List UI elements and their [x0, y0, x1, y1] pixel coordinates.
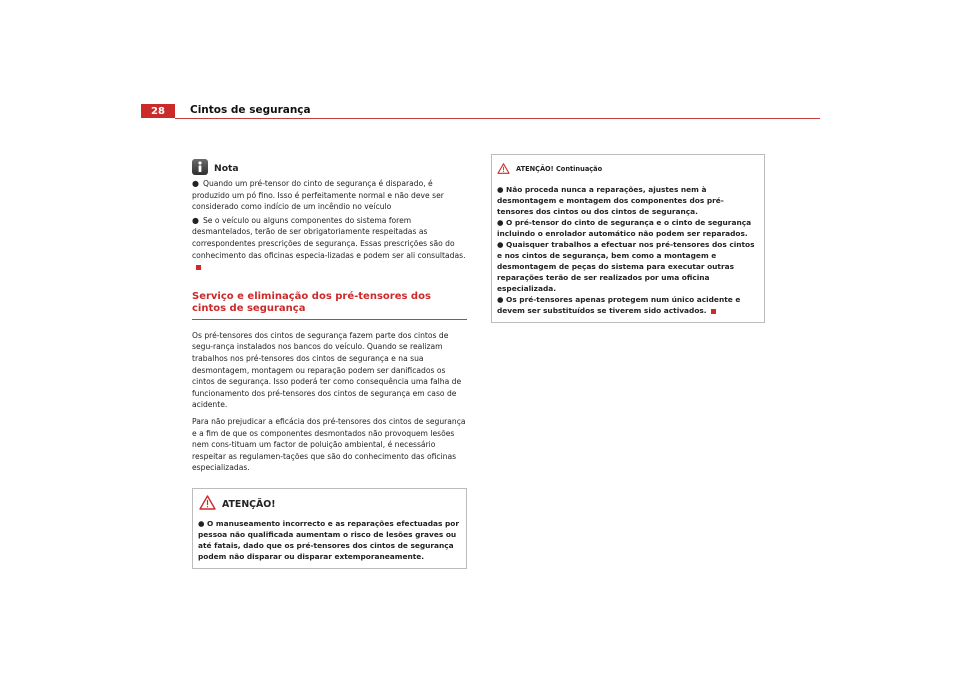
page-number: 28 [141, 104, 175, 118]
left-column [192, 158, 467, 569]
warning-triangle-icon [199, 495, 216, 514]
warning-continued-header [492, 155, 764, 184]
note-title: Nota [214, 162, 239, 174]
end-mark-icon [711, 309, 716, 314]
page-header-title: Cintos de segurança [190, 104, 311, 116]
warning-continued-box [491, 154, 765, 323]
warning-bullet: ● Não proceda nunca a reparações, ajustes nem à desmontagem e montagem dos componentes dos pré-tensores dos cintos ou dos cintos de segurança. [497, 185, 724, 216]
section-heading: Serviço e eliminação dos pré-tensores dos cintos de segurança [192, 291, 467, 320]
section-paragraph: Para não prejudicar a eficácia dos pré-tensores dos cintos de segurança e a fim de que os componentes desmontados não provoquem lesões nem cons-tituam um factor de poluição ambiental, é necessário respeitar as regulamen-tações que são do conhecimento das oficinas especializadas. [192, 416, 466, 473]
note-body [192, 178, 467, 273]
warning-bullet: ● Os pré-tensores apenas protegem num único acidente e devem ser substituídos se tiverem sido activados. [497, 295, 741, 315]
warning-bullet: ● O manuseamento incorrecto e as reparações efectuadas por pessoa não qualificada aumentam o risco de lesões graves ou até fatais, dado que os pré-tensores dos cintos de segurança podem não disparar ou disparar extemporaneamente. [198, 518, 459, 561]
warning-title: ATENÇÃO! [222, 498, 276, 510]
warning-bullet: ● O pré-tensor do cinto de segurança e o cinto de segurança incluindo o enrolador automático não podem ser reparados. [497, 218, 752, 238]
note-bullet: ● Se o veículo ou alguns componentes do sistema forem desmantelados, terão de ser obrigatoriamente respeitadas as correspondentes prescrições de segurança. Essas prescrições são do conhecimento das oficinas especia-lizadas e podem ser ali consultadas. [192, 215, 467, 273]
warning-continued-body [492, 184, 764, 322]
section-paragraph: Os pré-tensores dos cintos de segurança fazem parte dos cintos de segu-rança instalados nos bancos do veículo. Quando se realizam trabalhos nos pré-tensores dos cintos de segurança e na sua desmontagem, montagem ou reparação podem ser danificados os cintos de segurança. Isso poderá ter como consequência uma falha de funcionamento dos pré-tensores dos cintos de segurança em caso de acidente. [192, 330, 462, 410]
warning-continued-title: ATENÇÃO! Continuação [516, 164, 603, 173]
info-note-icon [192, 159, 208, 175]
end-mark-icon [196, 265, 201, 270]
note-bullet: ● Quando um pré-tensor do cinto de segurança é disparado, é produzido um pó fino. Isso é perfeitamente normal e não deve ser considerado como indício de um incêndio no veículo [192, 179, 444, 212]
warning-header [193, 489, 466, 518]
right-column [491, 154, 765, 323]
warning-triangle-icon [497, 159, 510, 178]
warning-body [193, 518, 466, 568]
header-divider [175, 118, 820, 119]
warning-box [192, 488, 467, 569]
note-header [192, 158, 467, 175]
warning-bullet: ● Quaisquer trabalhos a efectuar nos pré-tensores dos cintos e nos cintos de segurança, bem como a montagem e desmontagem de peças do sistema para executar outras reparações terão de ser realizados por uma oficina especializada. [497, 240, 755, 293]
